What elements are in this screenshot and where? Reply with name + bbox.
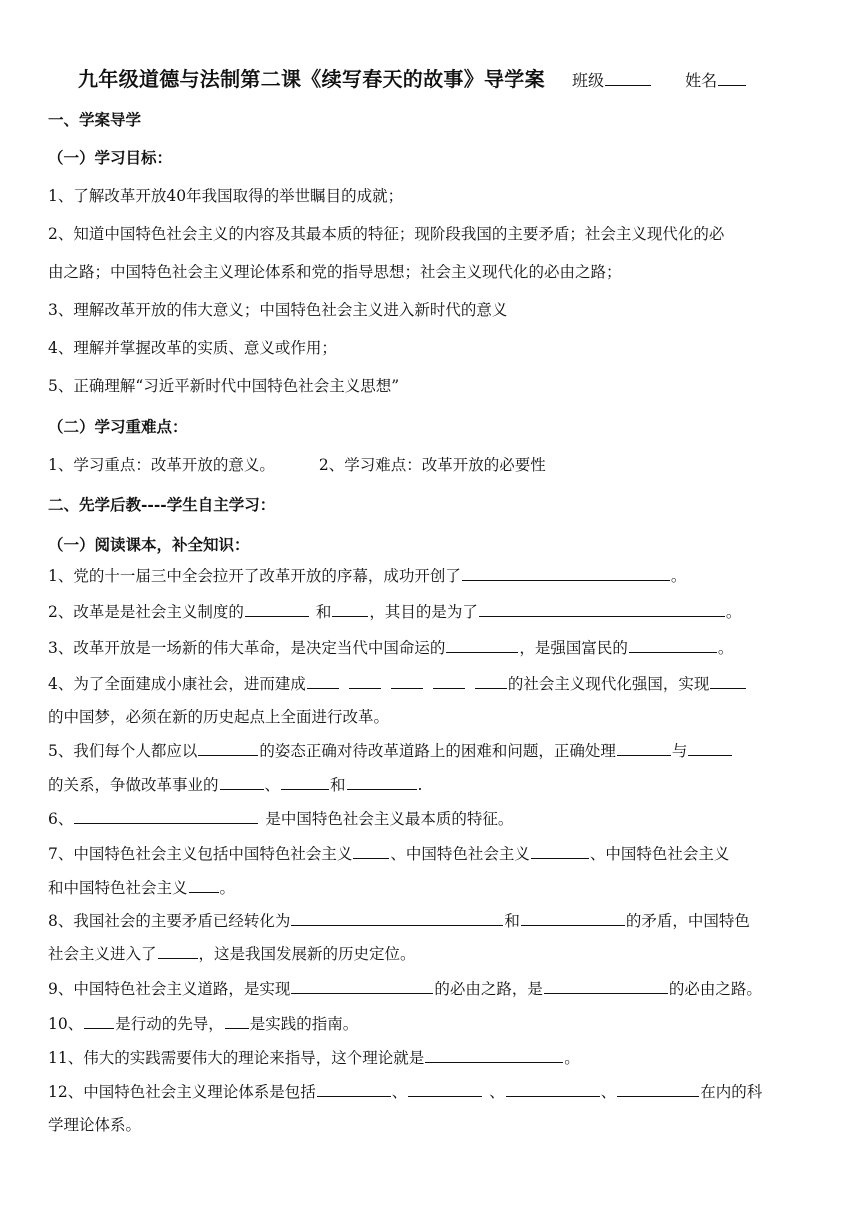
answer-blank[interactable]: [225, 1013, 249, 1029]
question-4: 4、为了全面建成小康社会，进而建成 的社会主义现代化强国，实现: [48, 673, 747, 694]
question-12: 12、中国特色社会主义理论体系是包括 、 、 、 在内的科: [48, 1083, 763, 1101]
question-4-cont: 的中国梦，必须在新的历史起点上全面进行改革。: [48, 708, 390, 726]
goal-item: 1、了解改革开放40年我国取得的举世瞩目的成就；: [48, 187, 404, 205]
document-title: 九年级道德与法制第二课《续写春天的故事》导学案: [78, 67, 545, 91]
keypoints-row: [48, 455, 546, 475]
question-3: 3、改革开放是一场新的伟大革命，是决定当代中国命运的 ，是强国富民的 。: [48, 639, 734, 657]
question-5-cont: 的关系，争做改革事业的 、 和 .: [48, 776, 423, 794]
answer-blank[interactable]: [291, 978, 433, 994]
answer-blank[interactable]: [408, 1081, 482, 1097]
answer-blank[interactable]: [629, 637, 717, 653]
question-6: 6、 是中国特色社会主义最本质的特征。: [48, 810, 514, 828]
answer-blank[interactable]: [158, 943, 198, 959]
section-heading-1: 一、学案导学: [48, 110, 142, 129]
question-7-cont: 和中国特色社会主义 。: [48, 879, 236, 897]
section-heading-2: 二、先学后教----学生自主学习：: [48, 495, 276, 514]
document-title-row: [78, 63, 747, 92]
answer-blank[interactable]: [353, 843, 389, 859]
answer-blank[interactable]: [462, 565, 670, 581]
question-11: 11、伟大的实践需要伟大的理论来指导，这个理论就是 。: [48, 1049, 580, 1067]
subheading-keypoints: （二）学习重难点：: [48, 417, 188, 436]
answer-blank[interactable]: [291, 910, 503, 926]
answer-blank[interactable]: [332, 601, 368, 617]
question-8-cont: 社会主义进入了 ，这是我国发展新的历史定位。: [48, 945, 416, 963]
goal-item: 2、知道中国特色社会主义的内容及其最本质的特征；现阶段我国的主要矛盾；社会主义现代化的必: [48, 225, 725, 243]
question-7: 7、中国特色社会主义包括中国特色社会主义 、中国特色社会主义 、中国特色社会主义: [48, 845, 730, 863]
answer-blank[interactable]: [245, 601, 309, 617]
answer-blank[interactable]: [74, 808, 258, 824]
question-1: 1、党的十一届三中全会拉开了改革开放的序幕，成功开创了 。: [48, 567, 687, 585]
answer-blank[interactable]: [544, 978, 668, 994]
answer-blank[interactable]: [220, 774, 264, 790]
answer-blank[interactable]: [617, 740, 671, 756]
goal-item: 4、理解并掌握改革的实质、意义或作用；: [48, 339, 337, 357]
question-2: 2、改革是是社会主义制度的 和 ，其目的是为了 。: [48, 603, 742, 621]
class-field: [572, 71, 652, 90]
answer-blank[interactable]: [84, 1013, 114, 1029]
name-field: [685, 71, 747, 90]
answer-blank[interactable]: [425, 1047, 563, 1063]
goal-item: 3、理解改革开放的伟大意义；中国特色社会主义进入新时代的意义: [48, 301, 508, 319]
answer-blank[interactable]: [307, 673, 339, 689]
answer-blank[interactable]: [189, 877, 219, 893]
answer-blank[interactable]: [475, 673, 507, 689]
answer-blank[interactable]: [479, 601, 725, 617]
answer-blank[interactable]: [446, 637, 518, 653]
question-9: 9、中国特色社会主义道路，是实现 的必由之路，是 的必由之路。: [48, 980, 762, 998]
answer-blank[interactable]: [317, 1081, 391, 1097]
class-label: 班级: [572, 71, 605, 90]
question-10: 10、 是行动的先导， 是实践的指南。: [48, 1015, 359, 1033]
answer-blank[interactable]: [281, 774, 329, 790]
class-blank[interactable]: [605, 70, 651, 86]
subheading-goals: （一）学习目标：: [48, 148, 173, 167]
answer-blank[interactable]: [521, 910, 625, 926]
answer-blank[interactable]: [347, 774, 417, 790]
name-label: 姓名: [685, 71, 718, 90]
answer-blank[interactable]: [617, 1081, 699, 1097]
question-12-cont: 学理论体系。: [48, 1116, 142, 1134]
answer-blank[interactable]: [349, 673, 381, 689]
subheading-reading: （一）阅读课本，补全知识：: [48, 535, 250, 554]
answer-blank[interactable]: [531, 843, 589, 859]
answer-blank[interactable]: [710, 673, 746, 689]
goal-item: 由之路；中国特色社会主义理论体系和党的指导思想；社会主义现代化的必由之路；: [48, 263, 622, 281]
goal-item: 5、正确理解“习近平新时代中国特色社会主义思想”: [48, 377, 400, 395]
answer-blank[interactable]: [391, 673, 423, 689]
answer-blank[interactable]: [506, 1081, 600, 1097]
answer-blank[interactable]: [688, 740, 732, 756]
answer-blank[interactable]: [198, 740, 258, 756]
difficult-point: 2、学习难点：改革开放的必要性: [318, 456, 546, 474]
question-8: 8、我国社会的主要矛盾已经转化为 和 的矛盾，中国特色: [48, 912, 750, 930]
answer-blank[interactable]: [433, 673, 465, 689]
key-point: 1、学习重点：改革开放的意义。: [48, 456, 275, 474]
question-5: 5、我们每个人都应以 的姿态正确对待改革道路上的困难和问题，正确处理 与: [48, 740, 733, 761]
name-blank[interactable]: [718, 70, 746, 86]
